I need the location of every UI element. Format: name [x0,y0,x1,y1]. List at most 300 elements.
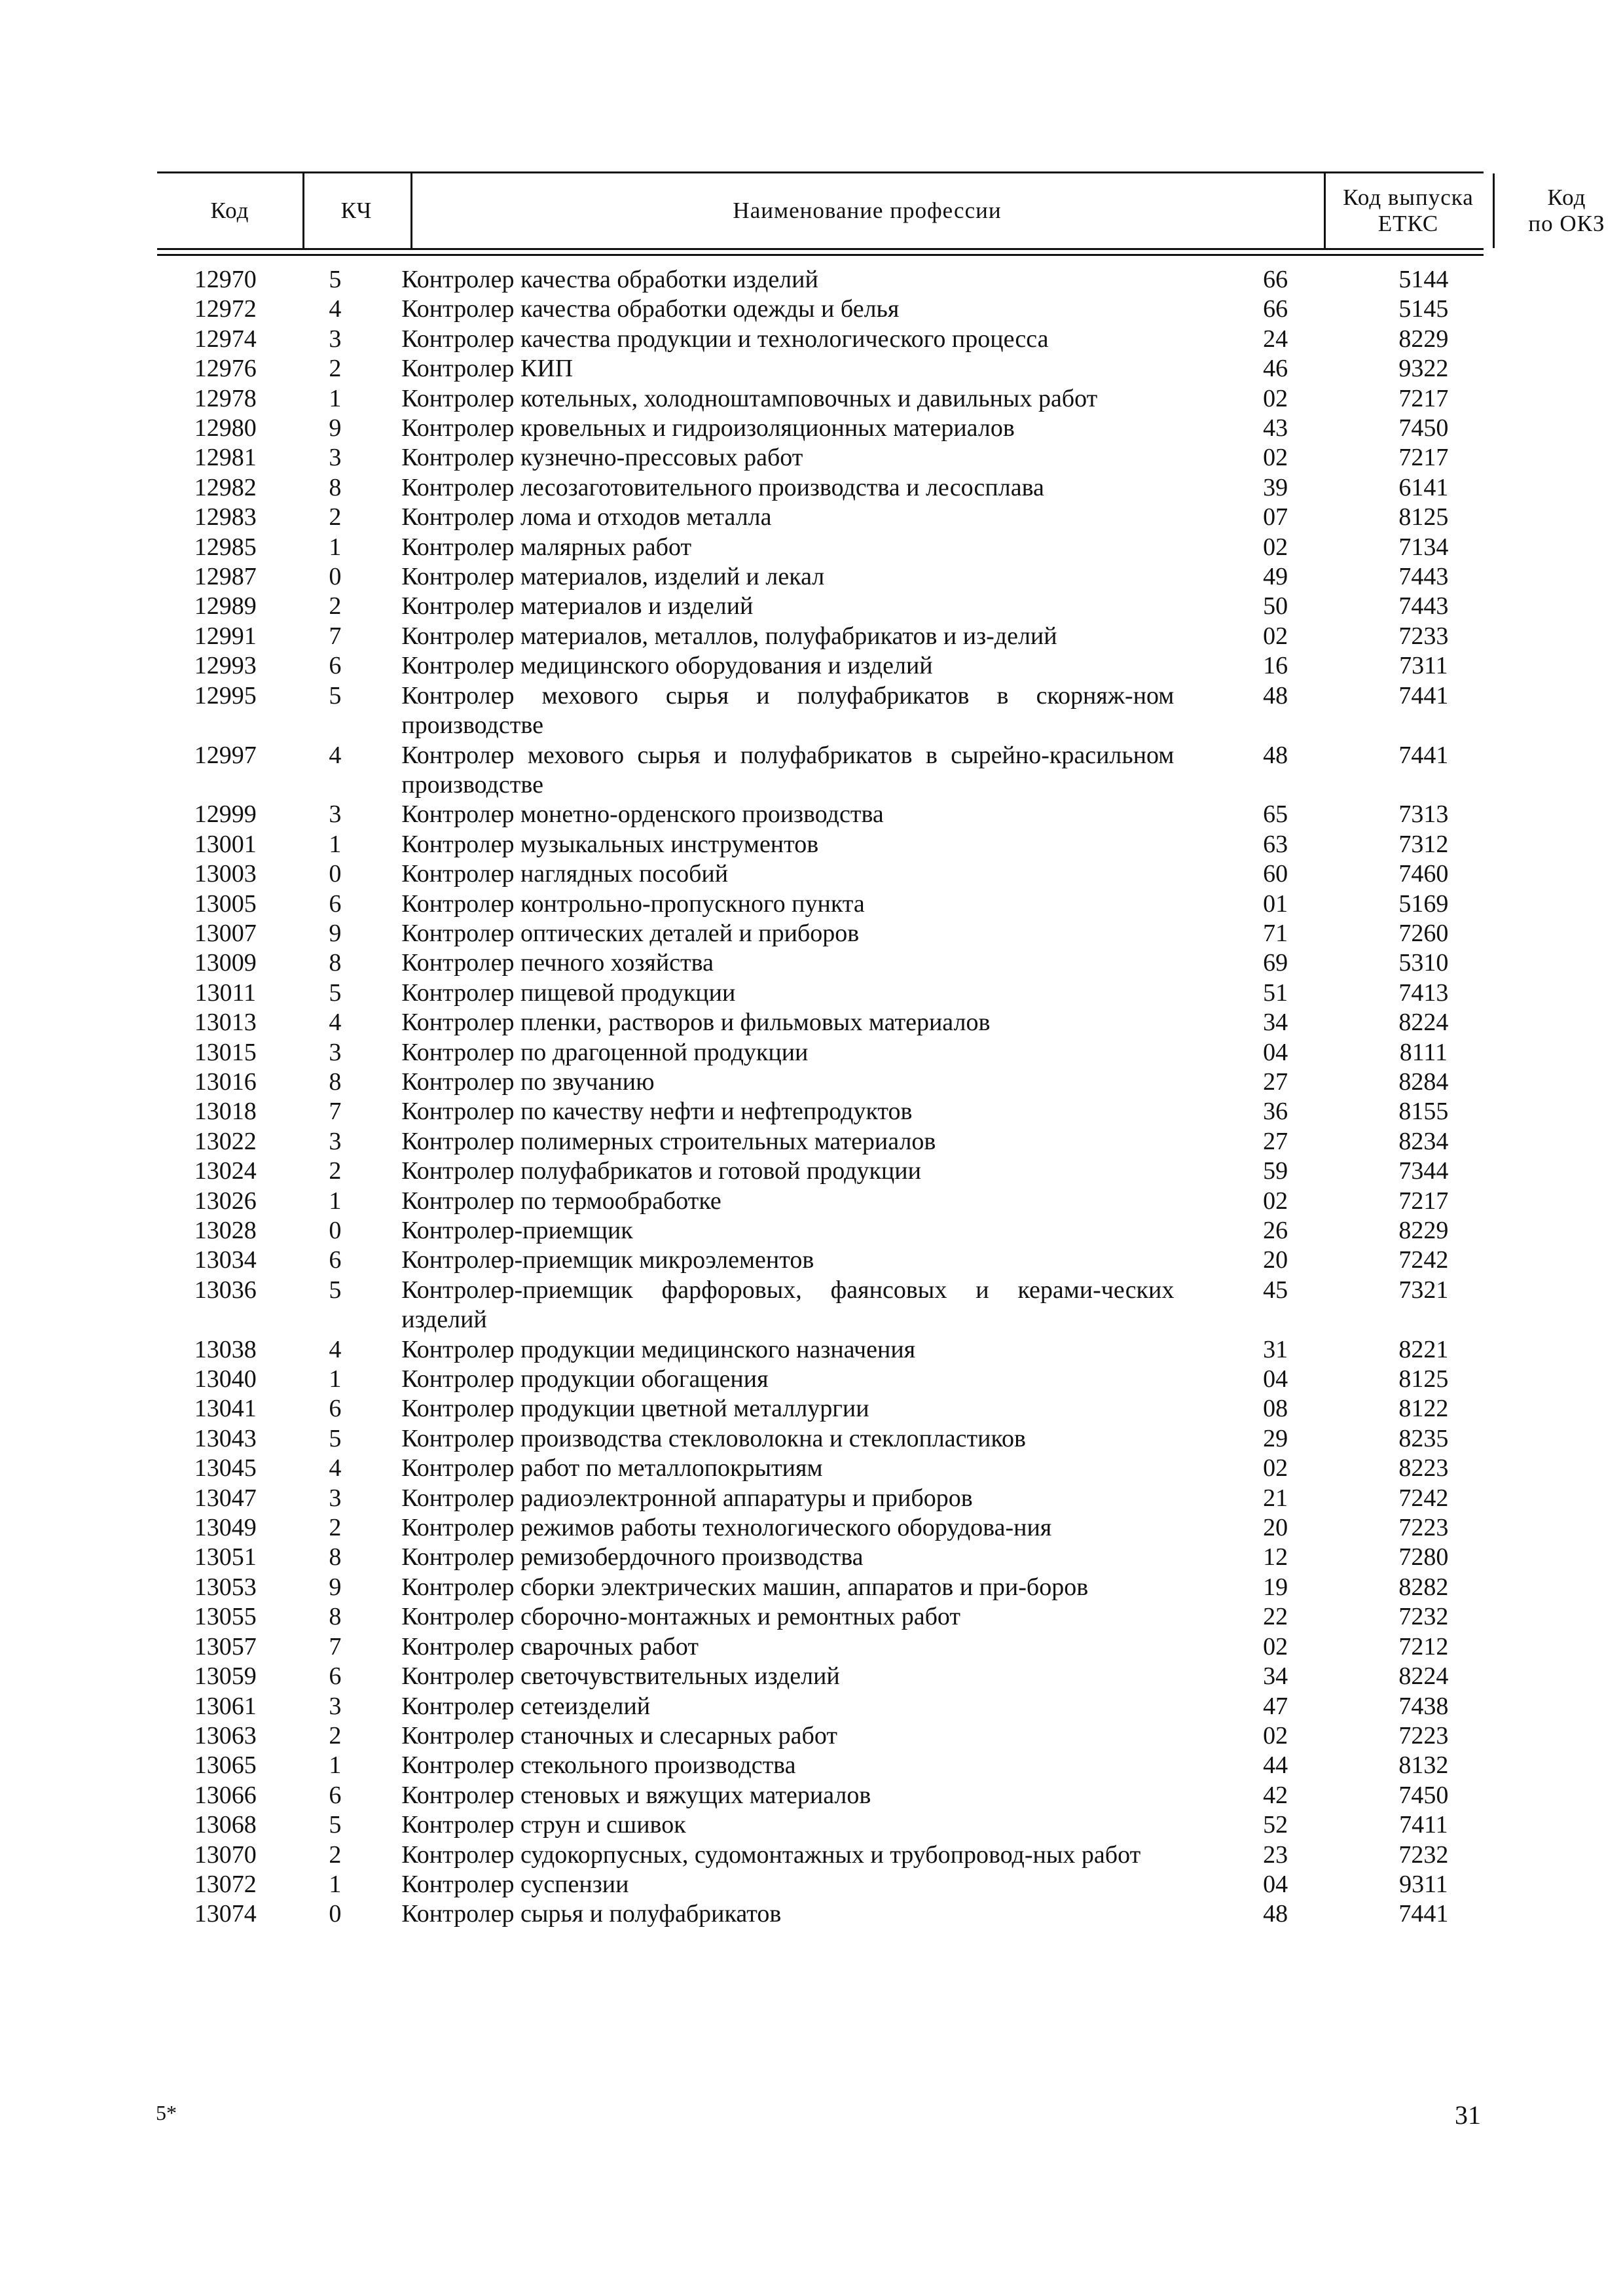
row-profession-name: Контролер музыкальных инструментов [401,830,819,858]
row-profession-name: Контролер по качеству нефти и нефтепродуктов [401,1098,913,1126]
row-kch: 5 [329,266,342,293]
row-profession-name: Контролер лома и отходов металла [401,503,772,531]
row-profession-name: Контролер печного хозяйства [401,949,714,977]
row-etks-code: 02 [1263,533,1288,561]
row-okz-code: 7460 [1398,860,1449,888]
row-code: 13034 [194,1246,257,1274]
table-row [157,1246,1484,1275]
row-code: 13016 [194,1067,257,1096]
row-etks-code: 34 [1263,1662,1288,1691]
row-okz-code: 7217 [1398,384,1449,412]
table-row [157,1543,1484,1572]
row-kch: 6 [329,1662,342,1691]
row-profession-name: Контролер светочувствительных изделий [401,1662,840,1691]
table-row [157,1454,1484,1483]
row-code: 13040 [194,1365,257,1393]
row-kch: 3 [329,800,342,829]
row-etks-code: 47 [1263,1692,1288,1720]
row-okz-code: 8155 [1398,1098,1449,1126]
row-okz-code: 7312 [1398,830,1449,858]
row-okz-code: 7441 [1398,1900,1449,1928]
table-row [157,1394,1484,1424]
row-profession-name: Контролер производства стекловолокна и стеклопластиков [401,1424,1026,1452]
row-okz-code: 7232 [1398,1603,1449,1631]
row-kch: 9 [329,919,342,947]
row-kch: 0 [329,860,342,888]
row-code: 13049 [194,1514,257,1542]
row-profession-name: Контролер малярных работ [401,533,692,561]
row-code: 12974 [194,325,257,353]
row-etks-code: 27 [1263,1067,1288,1096]
row-okz-code: 7450 [1398,414,1449,442]
table-header [157,171,1605,250]
row-okz-code: 7438 [1398,1692,1449,1720]
table-row [157,592,1484,621]
row-etks-code: 48 [1263,741,1288,769]
table-row [157,1692,1484,1721]
row-okz-code: 7134 [1398,533,1449,561]
row-kch: 0 [329,563,342,591]
row-okz-code: 7413 [1398,978,1449,1007]
row-etks-code: 44 [1263,1751,1288,1780]
table-row [157,533,1484,562]
row-profession-name: Контролер-приемщик фарфоровых, фаянсовых и керами-ческих изделий [401,1276,1175,1334]
table-row [157,562,1484,592]
row-etks-code: 31 [1263,1335,1288,1363]
row-profession-name: Контролер наглядных пособий [401,860,729,888]
row-profession-name: Контролер КИП [401,355,574,383]
row-kch: 8 [329,1543,342,1571]
table-row [157,859,1484,889]
table-row [157,1157,1484,1186]
row-etks-code: 48 [1263,681,1288,709]
row-etks-code: 27 [1263,1127,1288,1155]
row-okz-code: 7232 [1398,1840,1449,1869]
row-kch: 9 [329,414,342,442]
row-kch: 2 [329,1157,342,1185]
row-kch: 2 [329,355,342,383]
table-row [157,1810,1484,1840]
row-code: 13072 [194,1870,257,1898]
row-profession-name: Контролер мехового сырья и полуфабрикатов в скорняж-ном производстве [401,681,1175,740]
row-okz-code: 8221 [1398,1335,1449,1363]
row-code: 13043 [194,1424,257,1452]
row-etks-code: 12 [1263,1543,1288,1571]
row-kch: 3 [329,1127,342,1155]
header-okz-code: Код по ОКЗ [1528,185,1605,236]
row-kch: 3 [329,1692,342,1720]
row-kch: 8 [329,1067,342,1096]
row-profession-name: Контролер полимерных строительных материалов [401,1127,936,1155]
table-row [157,1097,1484,1126]
row-profession-name: Контролер котельных, холодноштамповочных и давильных работ [401,384,1098,412]
row-code: 12978 [194,384,257,412]
row-profession-name: Контролер сборки электрических машин, аппаратов и при-боров [401,1573,1089,1601]
row-profession-name: Контролер-приемщик [401,1217,633,1244]
row-kch: 9 [329,1573,342,1601]
row-code: 12981 [194,444,257,472]
row-okz-code: 7441 [1398,741,1449,769]
row-profession-name: Контролер стекольного производства [401,1751,796,1780]
table-row [157,948,1484,978]
row-profession-name: Контролер пленки, растворов и фильмовых материалов [401,1009,991,1037]
row-etks-code: 48 [1263,1900,1288,1928]
row-etks-code: 60 [1263,860,1288,888]
table-row [157,651,1484,681]
table-row [157,1632,1484,1662]
table-row [157,1781,1484,1810]
row-etks-code: 51 [1263,978,1288,1007]
row-code: 13055 [194,1603,257,1631]
table-row [157,414,1484,443]
row-etks-code: 02 [1263,1187,1288,1215]
row-kch: 2 [329,1514,342,1542]
row-okz-code: 8282 [1398,1573,1449,1601]
row-kch: 4 [329,295,342,323]
row-profession-name: Контролер по звучанию [401,1067,655,1096]
table-row [157,1424,1484,1454]
row-code: 12991 [194,622,257,650]
row-profession-name: Контролер пищевой продукции [401,978,736,1007]
row-kch: 5 [329,681,342,709]
row-code: 13015 [194,1038,257,1066]
header-kch: КЧ [302,173,412,248]
row-okz-code: 5310 [1398,949,1449,977]
row-code: 13026 [194,1187,257,1215]
header-profession-name: Наименование профессии [410,173,1326,248]
row-code: 12985 [194,533,257,561]
row-okz-code: 7242 [1398,1484,1449,1512]
row-code: 13036 [194,1276,257,1304]
row-etks-code: 01 [1263,889,1288,918]
row-profession-name: Контролер мехового сырья и полуфабрикатов в сырейно-красильном производстве [401,741,1175,798]
row-code: 13009 [194,949,257,977]
table-row [157,978,1484,1008]
row-kch: 2 [329,592,342,620]
row-code: 12972 [194,295,257,323]
table-row [157,1038,1484,1067]
row-okz-code: 7344 [1398,1157,1449,1185]
table-row [157,1662,1484,1691]
row-okz-code: 7223 [1398,1514,1449,1542]
row-profession-name: Контролер сетеизделий [401,1692,651,1720]
row-code: 13057 [194,1632,257,1660]
row-etks-code: 65 [1263,800,1288,829]
row-code: 12995 [194,681,257,709]
row-etks-code: 20 [1263,1246,1288,1274]
row-okz-code: 7443 [1398,563,1449,591]
table-row [157,830,1484,859]
row-okz-code: 7443 [1398,592,1449,620]
table-row [157,622,1484,651]
row-profession-name: Контролер режимов работы технологического оборудова-ния [401,1514,1052,1542]
row-profession-name: Контролер монетно-орденского производства [401,800,884,829]
row-etks-code: 29 [1263,1424,1288,1452]
table-row [157,1008,1484,1037]
row-profession-name: Контролер кузнечно-прессовых работ [401,444,803,472]
row-code: 13061 [194,1692,257,1720]
row-kch: 7 [329,622,342,650]
table-body [157,265,1484,1929]
row-code: 13065 [194,1751,257,1780]
row-etks-code: 66 [1263,295,1288,323]
row-profession-name: Контролер кровельных и гидроизоляционных материалов [401,414,1015,442]
row-code: 12983 [194,503,257,531]
table-row [157,325,1484,354]
row-kch: 7 [329,1098,342,1126]
row-okz-code: 8234 [1398,1127,1449,1155]
row-kch: 3 [329,325,342,353]
row-kch: 4 [329,1009,342,1037]
table-row [157,384,1484,414]
row-profession-name: Контролер качества обработки одежды и белья [401,295,900,323]
row-kch: 0 [329,1900,342,1928]
row-etks-code: 04 [1263,1870,1288,1898]
row-etks-code: 04 [1263,1365,1288,1393]
row-profession-name: Контролер качества продукции и технологического процесса [401,325,1049,353]
row-kch: 6 [329,1781,342,1809]
table-row [157,1127,1484,1157]
row-etks-code: 45 [1263,1276,1288,1304]
row-etks-code: 24 [1263,325,1288,353]
row-code: 13018 [194,1098,257,1126]
row-code: 12993 [194,652,257,680]
row-etks-code: 34 [1263,1009,1288,1037]
header-code: Код [157,173,304,248]
row-okz-code: 5144 [1398,266,1449,293]
table-row [157,1870,1484,1899]
row-okz-code: 7313 [1398,800,1449,829]
row-code: 13070 [194,1840,257,1869]
row-profession-name: Контролер радиоэлектронной аппаратуры и приборов [401,1484,973,1512]
row-profession-name: Контролер струн и сшивок [401,1811,686,1839]
row-okz-code: 7233 [1398,622,1449,650]
table-row [157,919,1484,948]
row-kch: 3 [329,444,342,472]
header-etks-code: Код выпуска ЕТКС [1324,173,1495,248]
row-code: 13003 [194,860,257,888]
row-code: 12976 [194,355,257,383]
row-okz-code: 8111 [1399,1038,1448,1066]
row-okz-code: 8284 [1398,1067,1449,1096]
row-etks-code: 22 [1263,1603,1288,1631]
row-code: 13028 [194,1217,257,1244]
row-okz-code: 8229 [1398,1217,1449,1244]
row-kch: 3 [329,1484,342,1512]
row-okz-code: 7260 [1398,919,1449,947]
row-code: 13074 [194,1900,257,1928]
row-code: 12970 [194,266,257,293]
row-kch: 0 [329,1217,342,1244]
row-etks-code: 02 [1263,444,1288,472]
table-row [157,1721,1484,1751]
row-kch: 7 [329,1632,342,1660]
row-etks-code: 02 [1263,1632,1288,1660]
row-profession-name: Контролер-приемщик микроэлементов [401,1246,814,1274]
row-okz-code: 7280 [1398,1543,1449,1571]
row-kch: 1 [329,1870,342,1898]
row-okz-code: 7217 [1398,444,1449,472]
table-row [157,1751,1484,1780]
table-row [157,889,1484,919]
row-profession-name: Контролер лесозаготовительного производства и лесосплава [401,473,1044,501]
row-etks-code: 66 [1263,266,1288,293]
row-kch: 2 [329,503,342,531]
row-okz-code: 7223 [1398,1721,1449,1749]
row-code: 12999 [194,800,257,829]
row-kch: 1 [329,384,342,412]
table-row [157,1484,1484,1513]
row-code: 13068 [194,1811,257,1839]
row-kch: 1 [329,1187,342,1215]
row-etks-code: 71 [1263,919,1288,947]
row-kch: 6 [329,1395,342,1423]
row-okz-code: 7441 [1398,681,1449,709]
row-kch: 5 [329,978,342,1007]
table-row [157,800,1484,829]
row-kch: 8 [329,949,342,977]
row-profession-name: Контролер материалов, изделий и лекал [401,563,825,591]
row-etks-code: 21 [1263,1484,1288,1512]
row-profession-name: Контролер материалов, металлов, полуфабрикатов и из-делий [401,622,1057,650]
row-code: 12989 [194,592,257,620]
row-kch: 1 [329,533,342,561]
row-profession-name: Контролер станочных и слесарных работ [401,1721,837,1749]
row-etks-code: 02 [1263,1721,1288,1749]
row-okz-code: 7311 [1399,652,1448,680]
row-etks-code: 04 [1263,1038,1288,1066]
row-profession-name: Контролер суспензии [401,1870,629,1898]
row-profession-name: Контролер оптических деталей и приборов [401,919,860,947]
row-okz-code: 7321 [1398,1276,1449,1304]
table-row [157,1276,1484,1335]
row-okz-code: 5169 [1398,889,1449,918]
table-row [157,354,1484,384]
row-okz-code: 8125 [1398,1365,1449,1393]
row-kch: 2 [329,1721,342,1749]
row-code: 13051 [194,1543,257,1571]
row-profession-name: Контролер сырья и полуфабрикатов [401,1900,782,1928]
row-etks-code: 52 [1263,1811,1288,1839]
table-row [157,473,1484,503]
table-row [157,265,1484,295]
table-row [157,741,1484,800]
row-etks-code: 69 [1263,949,1288,977]
table-row [157,1899,1484,1929]
row-etks-code: 20 [1263,1514,1288,1542]
row-kch: 1 [329,830,342,858]
row-kch: 4 [329,741,342,769]
row-okz-code: 7217 [1398,1187,1449,1215]
row-kch: 5 [329,1424,342,1452]
row-kch: 5 [329,1276,342,1304]
table-row [157,1573,1484,1602]
table-row [157,1840,1484,1870]
signature-mark: 5* [156,2101,177,2125]
table-row [157,1187,1484,1216]
row-profession-name: Контролер сварочных работ [401,1632,699,1660]
table-row [157,503,1484,532]
row-profession-name: Контролер качества обработки изделий [401,266,818,293]
row-code: 13022 [194,1127,257,1155]
row-okz-code: 7212 [1398,1632,1449,1660]
row-etks-code: 36 [1263,1098,1288,1126]
row-kch: 4 [329,1454,342,1482]
row-etks-code: 46 [1263,355,1288,383]
row-code: 13066 [194,1781,257,1809]
table-row [157,1335,1484,1365]
row-code: 13005 [194,889,257,918]
row-code: 12997 [194,741,257,769]
table-row [157,681,1484,741]
table-row [157,1513,1484,1543]
table-row [157,295,1484,324]
row-kch: 5 [329,1811,342,1839]
row-okz-code: 6141 [1398,473,1449,501]
row-kch: 8 [329,473,342,501]
row-code: 13045 [194,1454,257,1482]
row-profession-name: Контролер по термообработке [401,1187,721,1215]
row-okz-code: 7411 [1399,1811,1448,1839]
row-etks-code: 02 [1263,622,1288,650]
row-profession-name: Контролер продукции медицинского назначения [401,1335,916,1363]
row-etks-code: 42 [1263,1781,1288,1809]
table-row [157,1602,1484,1632]
row-code: 13053 [194,1573,257,1601]
row-kch: 3 [329,1038,342,1066]
row-okz-code: 8224 [1398,1009,1449,1037]
row-okz-code: 8235 [1398,1424,1449,1452]
table-row [157,1216,1484,1246]
row-profession-name: Контролер ремизобердочного производства [401,1543,864,1571]
row-etks-code: 07 [1263,503,1288,531]
row-etks-code: 63 [1263,830,1288,858]
row-etks-code: 39 [1263,473,1288,501]
row-code: 13011 [194,978,257,1007]
row-profession-name: Контролер контрольно-пропускного пункта [401,889,865,918]
row-etks-code: 43 [1263,414,1288,442]
row-code: 12980 [194,414,257,442]
row-okz-code: 8223 [1398,1454,1449,1482]
table-row [157,443,1484,473]
row-code: 13024 [194,1157,257,1185]
row-code: 13007 [194,919,257,947]
row-etks-code: 02 [1263,1454,1288,1482]
row-etks-code: 50 [1263,592,1288,620]
row-profession-name: Контролер медицинского оборудования и изделий [401,652,933,680]
row-kch: 6 [329,889,342,918]
table-row [157,1365,1484,1394]
row-profession-name: Контролер судокорпусных, судомонтажных и трубопровод-ных работ [401,1840,1141,1869]
row-code: 12982 [194,473,257,501]
row-okz-code: 5145 [1398,295,1449,323]
row-code: 13063 [194,1721,257,1749]
row-kch: 6 [329,652,342,680]
row-profession-name: Контролер продукции цветной металлургии [401,1395,869,1423]
row-profession-name: Контролер полуфабрикатов и готовой продукции [401,1157,921,1185]
row-kch: 1 [329,1365,342,1393]
row-etks-code: 23 [1263,1840,1288,1869]
row-okz-code: 8132 [1398,1751,1449,1780]
row-profession-name: Контролер материалов и изделий [401,592,754,620]
row-etks-code: 49 [1263,563,1288,591]
row-kch: 1 [329,1751,342,1780]
row-etks-code: 26 [1263,1217,1288,1244]
row-etks-code: 16 [1263,652,1288,680]
row-okz-code: 8122 [1398,1395,1449,1423]
table-row [157,1067,1484,1097]
row-okz-code: 7450 [1398,1781,1449,1809]
